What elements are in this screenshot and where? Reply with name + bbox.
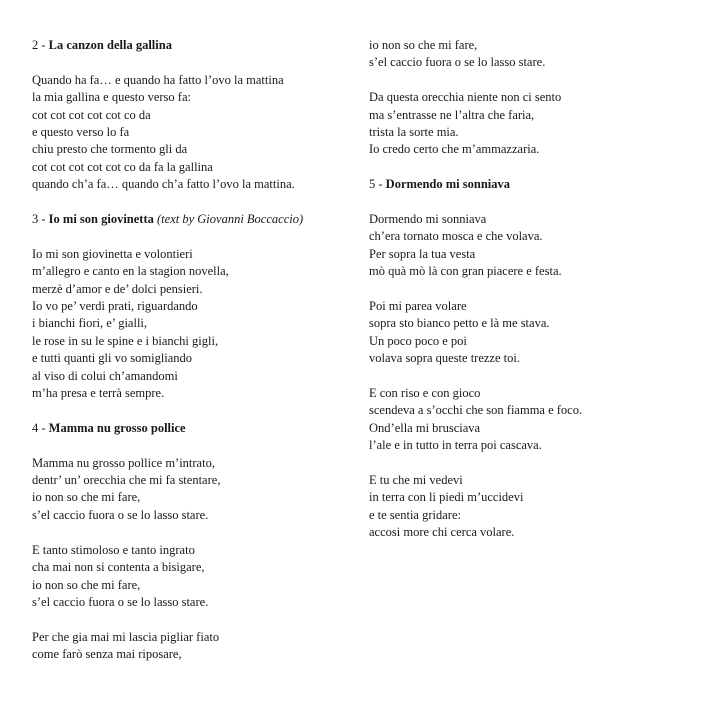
right-column <box>369 37 689 559</box>
stanza <box>32 246 352 403</box>
song-title: Io mi son giovinetta <box>48 212 154 227</box>
lyric-line: l’ale e in tutto in terra poi cascava. <box>369 438 542 453</box>
lyric-line: Da questa orecchia niente non ci sento <box>369 90 562 105</box>
stanza <box>369 385 689 455</box>
lyric-line: e tutti quanti gli vo somigliando <box>32 351 193 366</box>
lyric-line: merzè d’amor e de’ dolci pensieri. <box>32 281 203 296</box>
stanza <box>32 455 352 525</box>
text-attribution: (text by Giovanni Boccaccio) <box>153 212 304 227</box>
lyric-line: volava sopra queste trezze toi. <box>369 351 520 366</box>
lyric-line: Dormendo mi sonniava <box>369 212 487 227</box>
lyric-line: quando ch’a fa… quando ch’a fatto l’ovo la mattina. <box>32 177 295 192</box>
stanza <box>32 72 352 194</box>
lyric-line: sopra sto bianco petto e là me stava. <box>369 316 550 331</box>
lyric-line: Un poco poco e poi <box>369 333 467 348</box>
stanza <box>32 629 352 664</box>
lyric-line: al viso di colui ch’amandomi <box>32 368 178 383</box>
lyric-line: s’el caccio fuora o se lo lasso stare. <box>369 55 546 70</box>
lyric-line: io non so che mi fare, <box>369 38 478 52</box>
song-title: La canzon della gallina <box>48 38 172 52</box>
lyric-line: e te sentia gridare: <box>369 507 461 522</box>
lyric-line: Per sopra la tua vesta <box>369 246 476 261</box>
song-number: 4 - <box>32 420 49 435</box>
lyric-line: Io vo pe’ verdi prati, riguardando <box>32 299 198 314</box>
lyric-line: come farò senza mai riposare, <box>32 647 182 662</box>
song-number: 5 - <box>369 177 386 192</box>
lyric-line: ma s’entrasse ne l’altra che faria, <box>369 107 535 122</box>
lyric-line: Quando ha fa… e quando ha fatto l’ovo la mattina <box>32 72 284 87</box>
lyric-line: i bianchi fiori, e’ gialli, <box>32 316 148 331</box>
lyric-line: mò quà mò là con gran piacere e festa. <box>369 264 562 279</box>
lyric-line: m’allegro e canto en la stagion novella, <box>32 264 229 279</box>
lyric-line: chiu presto che tormento gli da <box>32 142 188 157</box>
lyric-line: scendeva a s’occhi che son fiamma e foco. <box>369 403 583 418</box>
lyric-line: E con riso e con gioco <box>369 386 481 401</box>
lyric-line: Ond’ella mi brusciava <box>369 420 481 435</box>
lyric-line: Mamma nu grosso pollice m’intrato, <box>32 455 215 470</box>
lyric-line: la mia gallina e questo verso fa: <box>32 90 191 105</box>
song-number: 3 - <box>32 212 49 227</box>
lyric-line: Poi mi parea volare <box>369 299 467 314</box>
lyric-line: m’ha presa e terrà sempre. <box>32 386 165 401</box>
lyric-line: le rose in su le spine e i bianchi gigli, <box>32 333 219 348</box>
lyric-line: cha mai non si contenta a bisigare, <box>32 560 205 575</box>
song-3 <box>32 211 352 402</box>
lyric-line: io non so che mi fare, <box>32 490 141 505</box>
lyric-line: Io mi son giovinetta e volontieri <box>32 246 193 261</box>
stanza <box>369 89 689 159</box>
stanza <box>369 37 689 72</box>
lyric-line: E tanto stimoloso e tanto ingrato <box>32 542 195 557</box>
lyric-line: Per che gia mai mi lascia pigliar fiato <box>32 629 220 644</box>
stanza <box>369 211 689 281</box>
lyric-line: in terra con li piedi m’uccidevi <box>369 490 524 505</box>
song-title: Mamma nu grosso pollice <box>48 420 186 435</box>
song-5 <box>369 176 689 541</box>
song-number: 2 - <box>32 38 49 52</box>
lyric-line: trista la sorte mia. <box>369 125 459 140</box>
song-2-heading <box>32 37 352 54</box>
song-title: Dormendo mi sonniava <box>385 177 510 192</box>
song-4 <box>32 420 352 664</box>
lyric-line: s’el caccio fuora o se lo lasso stare. <box>32 507 209 522</box>
song-3-heading <box>32 211 352 228</box>
left-column <box>32 37 352 681</box>
song-4-continued <box>369 37 689 159</box>
song-4-heading <box>32 420 352 437</box>
stanza <box>369 472 689 542</box>
lyric-line: e questo verso lo fa <box>32 125 130 140</box>
lyric-line: Io credo certo che m’ammazzaria. <box>369 142 540 157</box>
lyric-line: io non so che mi fare, <box>32 577 141 592</box>
lyric-line: accosi more chi cerca volare. <box>369 525 515 540</box>
song-2 <box>32 37 352 194</box>
stanza <box>369 298 689 368</box>
stanza <box>32 542 352 612</box>
lyric-line: cot cot cot cot cot co da fa la gallina <box>32 159 213 174</box>
lyric-line: E tu che mi vedevi <box>369 473 463 488</box>
lyric-line: s’el caccio fuora o se lo lasso stare. <box>32 594 209 609</box>
lyric-line: cot cot cot cot cot co da <box>32 107 151 122</box>
lyric-line: ch’era tornato mosca e che volava. <box>369 229 543 244</box>
song-5-heading <box>369 176 689 193</box>
lyric-line: dentr’ un’ orecchia che mi fa stentare, <box>32 473 221 488</box>
